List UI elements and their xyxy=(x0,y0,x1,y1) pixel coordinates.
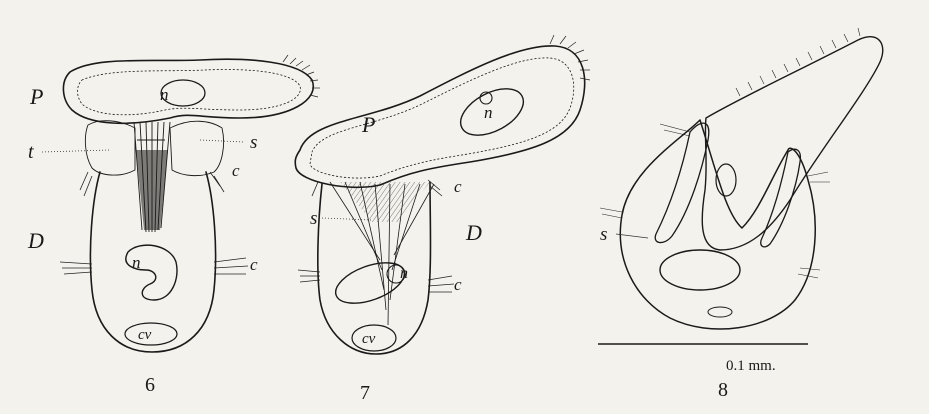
fig8-left-flap xyxy=(655,123,709,242)
fig6-label-D: D xyxy=(28,228,44,253)
fig7-number: 7 xyxy=(360,382,370,404)
scale-bar xyxy=(598,344,808,374)
fig7-label-n-lower: n xyxy=(400,265,408,282)
fig6-number: 6 xyxy=(145,374,155,396)
fig7-label-P: P xyxy=(362,112,376,137)
fig6-label-P: P xyxy=(30,84,44,109)
fig6-label-t: t xyxy=(28,141,34,163)
fig6-label-c-upper: c xyxy=(232,161,240,180)
fig7-label-s: s xyxy=(310,208,318,229)
fig7-posterior-inner-outline xyxy=(310,58,574,178)
fig6-label-s: s xyxy=(250,132,258,153)
fig6-posterior-inner-outline xyxy=(78,70,301,115)
fig6-posterior-body xyxy=(63,59,313,123)
fig7-label-c-upper: c xyxy=(454,177,462,196)
fig7-label-cv: cv xyxy=(362,331,376,347)
fig6-label-c-lower: c xyxy=(250,255,258,274)
scale-bar-label: 0.1 mm. xyxy=(726,358,776,374)
figure-6 xyxy=(27,55,320,396)
fig6-label-n-upper: n xyxy=(160,85,169,104)
fig6-label-cv: cv xyxy=(138,327,152,343)
figure-7 xyxy=(295,35,590,404)
fig7-label-n-upper: n xyxy=(484,103,493,122)
fig8-number: 8 xyxy=(718,379,728,401)
fig8-small-vacuole xyxy=(708,307,732,317)
fig8-label-s: s xyxy=(600,224,608,245)
fig6-cilia-top xyxy=(283,55,320,97)
fig8-outer-body xyxy=(620,120,815,329)
fig6-tissue-region xyxy=(85,121,223,232)
fig8-inner-body xyxy=(702,37,883,250)
figure-8 xyxy=(600,28,883,401)
fig7-label-c-lower: c xyxy=(454,275,462,294)
fig7-posterior-body xyxy=(295,46,584,187)
fig6-label-n-lower: n xyxy=(132,253,141,272)
fig7-label-D: D xyxy=(466,220,482,245)
fig8-food-mass xyxy=(660,250,740,290)
